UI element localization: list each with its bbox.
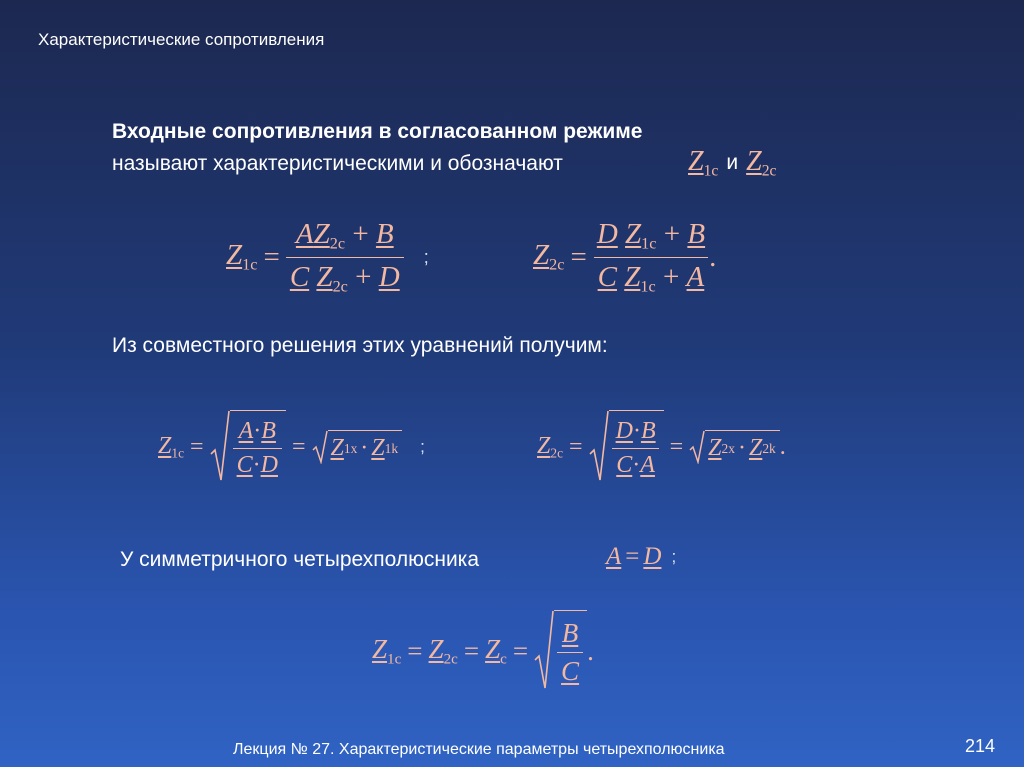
sqrt-b-c: $\frac{B}{C}$ (534, 610, 587, 692)
sqrt-ab-cd: $\frac{A\cdot B}{C\cdot D}$ (210, 410, 286, 484)
slide-title: Характеристические сопротивления (38, 30, 325, 49)
fraction-z2c: $\frac{D Z_{1с} + B}{C Z_{1с} + A}$ (593, 218, 709, 296)
z1c-symbol: $Z_{1с}$ (688, 146, 719, 180)
sqrt-z2x-z2k: Z 2х · Z 2k (689, 430, 780, 464)
notation-z1c-z2c (688, 146, 776, 180)
conjunction: и (726, 151, 739, 175)
middle-text: Из совместного решения этих уравнений получим: (112, 334, 608, 357)
footer-lecture-title: Лекция № 27. Характеристические параметры четырехполюсника (233, 741, 725, 758)
equation-zc: $Z_{1с}$ = $Z_{2с}$ = $Z_с$ = $\frac{B}{C}$ . (372, 610, 594, 692)
page-number: 214 (965, 736, 996, 756)
equation-z1c: $Z_{1с}$ = $\frac{AZ_{2с} + B}{C Z_{2с} + D}$ ; (226, 218, 429, 296)
intro-line-2: называют характеристическими и обозначают (112, 152, 563, 175)
symmetric-text: У симметричного четырехполюсника (120, 548, 479, 571)
z2c-symbol: $Z_{2с}$ (746, 146, 777, 180)
sqrt-z1x-z1k: Z 1х · Z 1k (312, 430, 403, 464)
fraction-z1c: $\frac{AZ_{2с} + B}{C Z_{2с} + D}$ (286, 218, 404, 296)
intro-line-1: Входные сопротивления в согласованном режиме (112, 120, 643, 143)
equation-z2c: $Z_{2с}$ = $\frac{D Z_{1с} + B}{C Z_{1с} + A}$ . (533, 218, 717, 296)
sqrt-db-ca: $\frac{D\cdot B}{C\cdot A}$ (589, 410, 664, 484)
equation-z1c-sqrt: $Z_{1с}$ = $\frac{A\cdot B}{C\cdot D}$ = Z 1х · Z 1k ; (158, 410, 425, 484)
equation-a-equals-d: A = D ; (606, 543, 677, 570)
equation-z2c-sqrt: $Z_{2с}$ = $\frac{D\cdot B}{C\cdot A}$ = Z 2х · Z 2k . (537, 410, 786, 484)
